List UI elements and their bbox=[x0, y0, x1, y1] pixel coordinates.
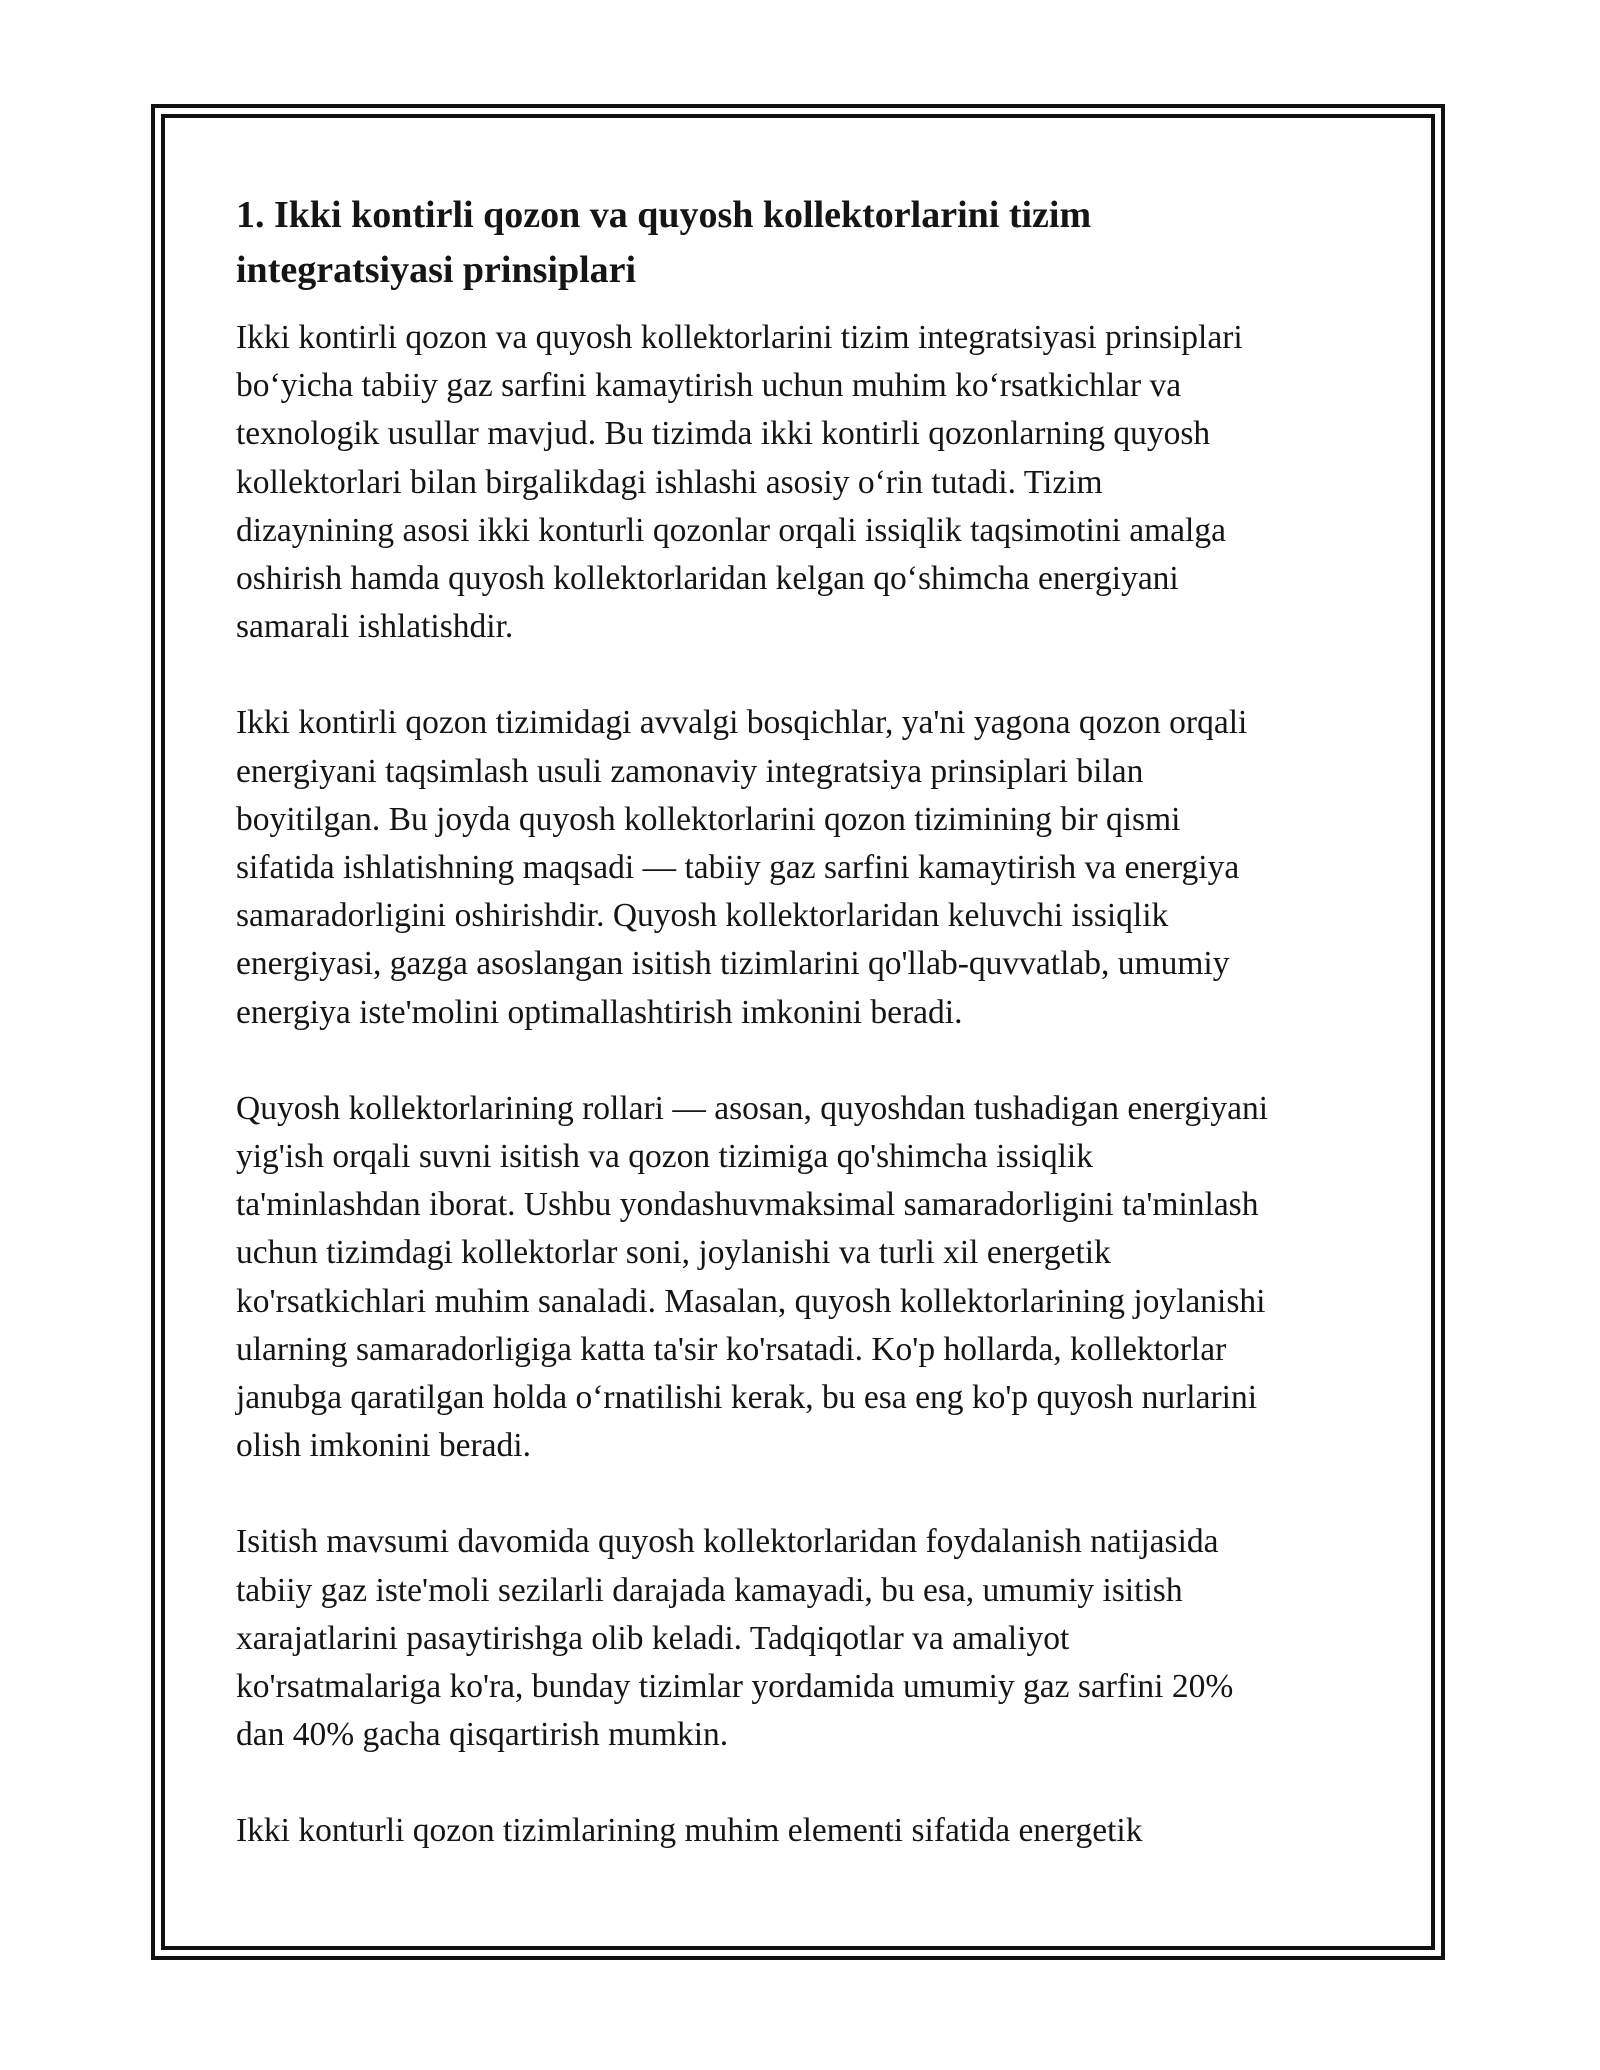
paragraph-2 bbox=[236, 699, 1366, 1036]
text-line: ularning samaradorligiga katta ta'sir ko'rsatadi. Ko'p hollarda, kollektorlar bbox=[236, 1330, 1227, 1368]
text-line: ko'rsatmalariga ko'ra, bunday tizimlar yordamida umumiy gaz sarfini 20% bbox=[236, 1668, 1234, 1706]
paragraph-1 bbox=[236, 314, 1366, 651]
text-line: kollektorlari bilan birgalikdagi ishlashi asosiy o‘rin tutadi. Tizim bbox=[236, 463, 1103, 501]
text-line: Ikki kontirli qozon tizimidagi avvalgi bosqichlar, ya'ni yagona qozon orqali bbox=[236, 704, 1248, 742]
text-line: dan 40% gacha qisqartirish mumkin. bbox=[236, 1716, 729, 1754]
text-line: samarali ishlatishdir. bbox=[236, 608, 514, 646]
text-line: ta'minlashdan iborat. Ushbu yondashuvmaksimal samaradorligini ta'minlash bbox=[236, 1186, 1259, 1224]
text-line: xarajatlarini pasaytirishga olib keladi. Tadqiqotlar va amaliyot bbox=[236, 1619, 1070, 1657]
text-line: uchun tizimdagi kollektorlar soni, joylanishi va turli xil energetik bbox=[236, 1234, 1111, 1272]
heading-line: 1. Ikki kontirli qozon va quyosh kollektorlarini tizim bbox=[236, 194, 1092, 236]
text-line: boyitilgan. Bu joyda quyosh kollektorlarini qozon tizimining bir qismi bbox=[236, 800, 1181, 838]
text-line: dizaynining asosi ikki konturli qozonlar orqali issiqlik taqsimotini amalga bbox=[236, 511, 1226, 549]
text-line: Ikki konturli qozon tizimlarining muhim elementi sifatida energetik bbox=[236, 1812, 1143, 1850]
paragraph-5 bbox=[236, 1807, 1366, 1855]
text-line: Ikki kontirli qozon va quyosh kollektorlarini tizim integratsiyasi prinsiplari bbox=[236, 319, 1243, 356]
text-line: texnologik usullar mavjud. Bu tizimda ikki kontirli qozonlarning quyosh bbox=[236, 415, 1211, 453]
text-line: olish imkonini beradi. bbox=[236, 1427, 531, 1465]
document-body bbox=[236, 188, 1366, 1904]
text-line: janubga qaratilgan holda o‘rnatilishi kerak, bu esa eng ko'p quyosh nurlarini bbox=[236, 1379, 1257, 1417]
text-line: bo‘yicha tabiiy gaz sarfini kamaytirish uchun muhim ko‘rsatkichlar va bbox=[236, 367, 1182, 405]
text-line: oshirish hamda quyosh kollektorlaridan kelgan qo‘shimcha energiyani bbox=[236, 560, 1179, 598]
text-line: energiyasi, gazga asoslangan isitish tizimlarini qo'llab-quvvatlab, umumiy bbox=[236, 945, 1230, 983]
paragraph-4 bbox=[236, 1518, 1366, 1759]
text-line: yig'ish orqali suvni isitish va qozon tizimiga qo'shimcha issiqlik bbox=[236, 1138, 1093, 1176]
heading-line: integratsiyasi prinsiplari bbox=[236, 249, 637, 291]
text-line: samaradorligini oshirishdir. Quyosh kollektorlaridan keluvchi issiqlik bbox=[236, 897, 1169, 935]
section-heading bbox=[236, 188, 1366, 298]
text-line: energiya iste'molini optimallashtirish imkonini beradi. bbox=[236, 993, 963, 1031]
text-line: tabiiy gaz iste'moli sezilarli darajada kamayadi, bu esa, umumiy isitish bbox=[236, 1571, 1183, 1609]
text-line: energiyani taqsimlash usuli zamonaviy integratsiya prinsiplari bilan bbox=[236, 752, 1144, 790]
paragraph-3 bbox=[236, 1085, 1366, 1471]
text-line: Isitish mavsumi davomida quyosh kollektorlaridan foydalanish natijasida bbox=[236, 1523, 1219, 1561]
text-line: sifatida ishlatishning maqsadi — tabiiy gaz sarfini kamaytirish va energiya bbox=[236, 849, 1240, 887]
text-line: ko'rsatkichlari muhim sanaladi. Masalan, quyosh kollektorlarining joylanishi bbox=[236, 1282, 1266, 1320]
text-line: Quyosh kollektorlarining rollari — asosan, quyoshdan tushadigan energiyani bbox=[236, 1089, 1269, 1127]
